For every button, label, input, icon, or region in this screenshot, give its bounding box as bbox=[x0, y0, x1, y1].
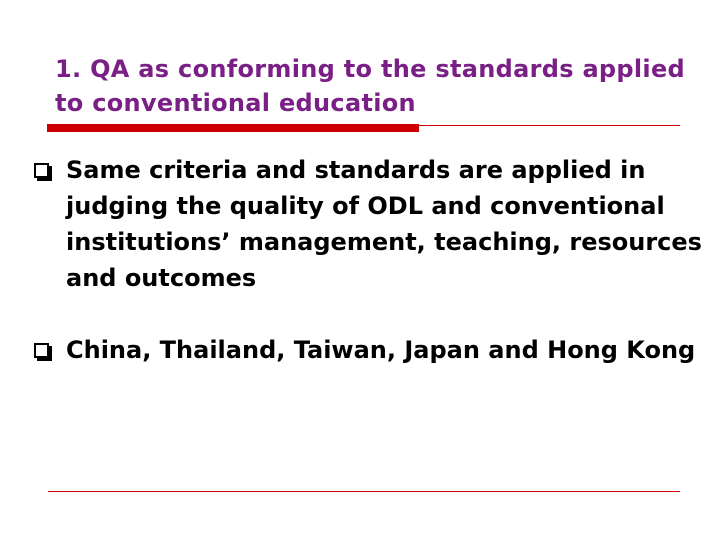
shadowed-square-bullet-icon bbox=[34, 163, 49, 178]
footer-divider bbox=[48, 491, 680, 492]
title-underline-thin bbox=[419, 125, 680, 126]
bullet-text: Same criteria and standards are applied in judging the quality of ODL and conventional institutions’ management, teaching, resources and outcomes bbox=[66, 156, 702, 292]
bullet-text: China, Thailand, Taiwan, Japan and Hong Kong bbox=[66, 336, 696, 364]
bullet-item-countries bbox=[32, 332, 712, 368]
shadowed-square-bullet-icon bbox=[34, 343, 49, 358]
bullet-list bbox=[32, 152, 712, 368]
bullet-item-criteria bbox=[32, 152, 712, 296]
slide-title: 1. QA as conforming to the standards applied to conventional education bbox=[55, 55, 686, 117]
title-underline-thick bbox=[47, 124, 419, 132]
